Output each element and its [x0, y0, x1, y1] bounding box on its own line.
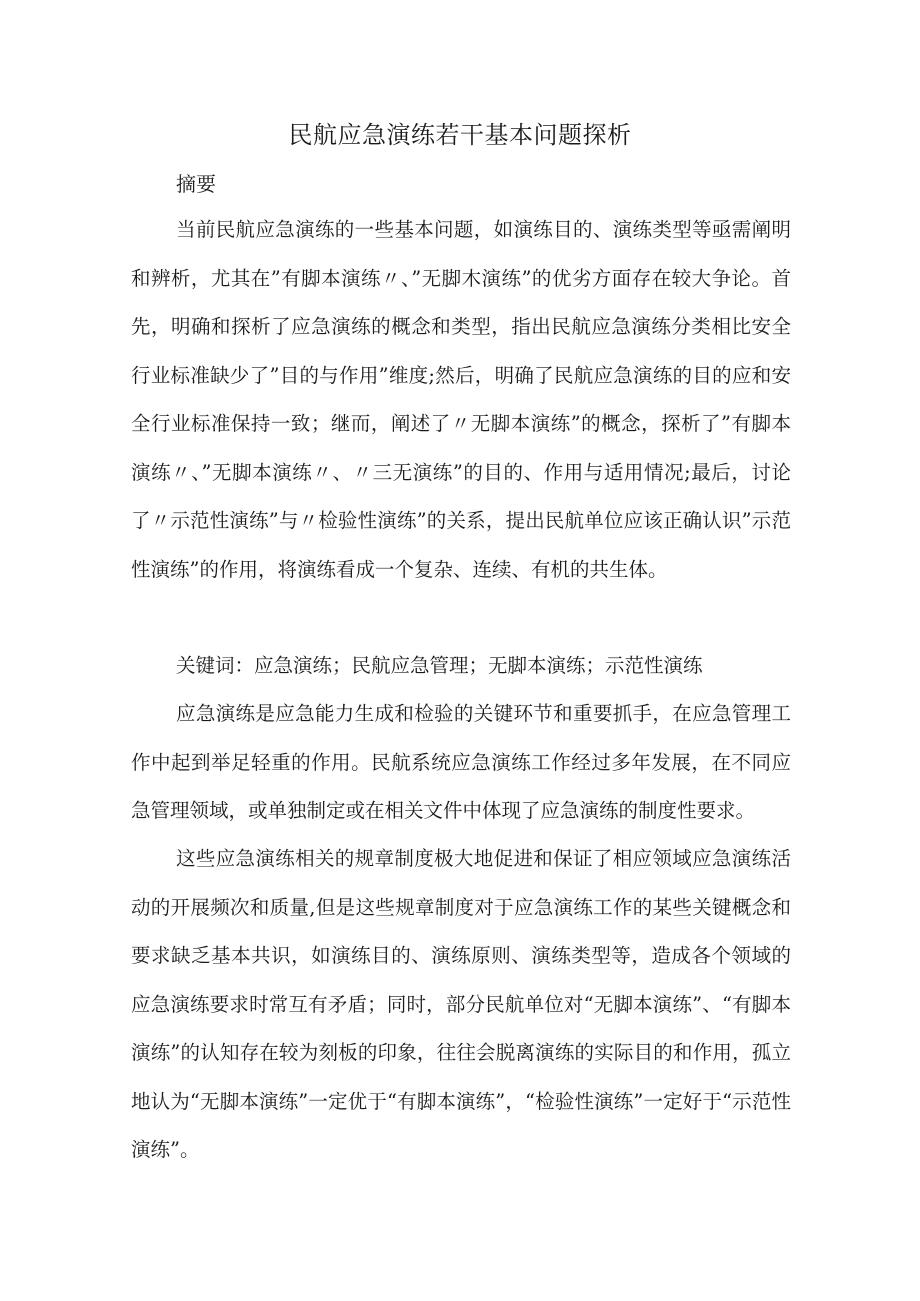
body-paragraph-2: 这些应急演练相关的规章制度极大地促进和保证了相应领域应急演练活动的开展频次和质量,但是这些规章制度对于应急演练工作的某些关键概念和要求缺乏基本共识，如演练目的、演练原则、演练类型等，造成各个领域的应急演练要求时常互有矛盾；同时，部分民航单位对“无脚本演练”、“有脚本演练”的认知存在较为刻板的印象，往往会脱离演练的实际目的和作用，孤立地认为“无脚本演练”一定优于“有脚本演练”，“检验性演练”一定好于“示范性演练”。	[131, 847, 791, 1161]
keywords-line: 关键词：应急演练；民航应急管理；无脚本演练；示范性演练	[176, 654, 703, 677]
document-title: 民航应急演练若干基本问题探析	[288, 121, 632, 149]
abstract-paragraph: 当前民航应急演练的一些基本问题，如演练目的、演练类型等亟需阐明和辨析，尤其在”有脚本演练〃、”无脚木演练”的优劣方面存在较大争论。首先，明确和探析了应急演练的概念和类型，指出民航应急演练分类相比安全行业标准缺少了”目的与作用”维度;然后，明确了民航应急演练的目的应和安全行业标准保持一致；继而，阐述了〃无脚本演练”的概念，探析了”有脚本演练〃、”无脚本演练〃、〃三无演练”的目的、作用与适用情况;最后，讨论了〃示范性演练”与〃检验性演练”的关系，提出民航单位应该正确认识”示范性演练”的作用，将演练看成一个复杂、连续、有机的共生体。	[131, 218, 791, 581]
body-paragraph-1: 应急演练是应急能力生成和检验的关键环节和重要抓手，在应急管理工作中起到举足轻重的作用。民航系统应急演练工作经过多年发展，在不同应急管理领域，或单独制定或在相关文件中体现了应急演练的制度性要求。	[131, 702, 791, 822]
abstract-heading: 摘要	[176, 172, 216, 196]
